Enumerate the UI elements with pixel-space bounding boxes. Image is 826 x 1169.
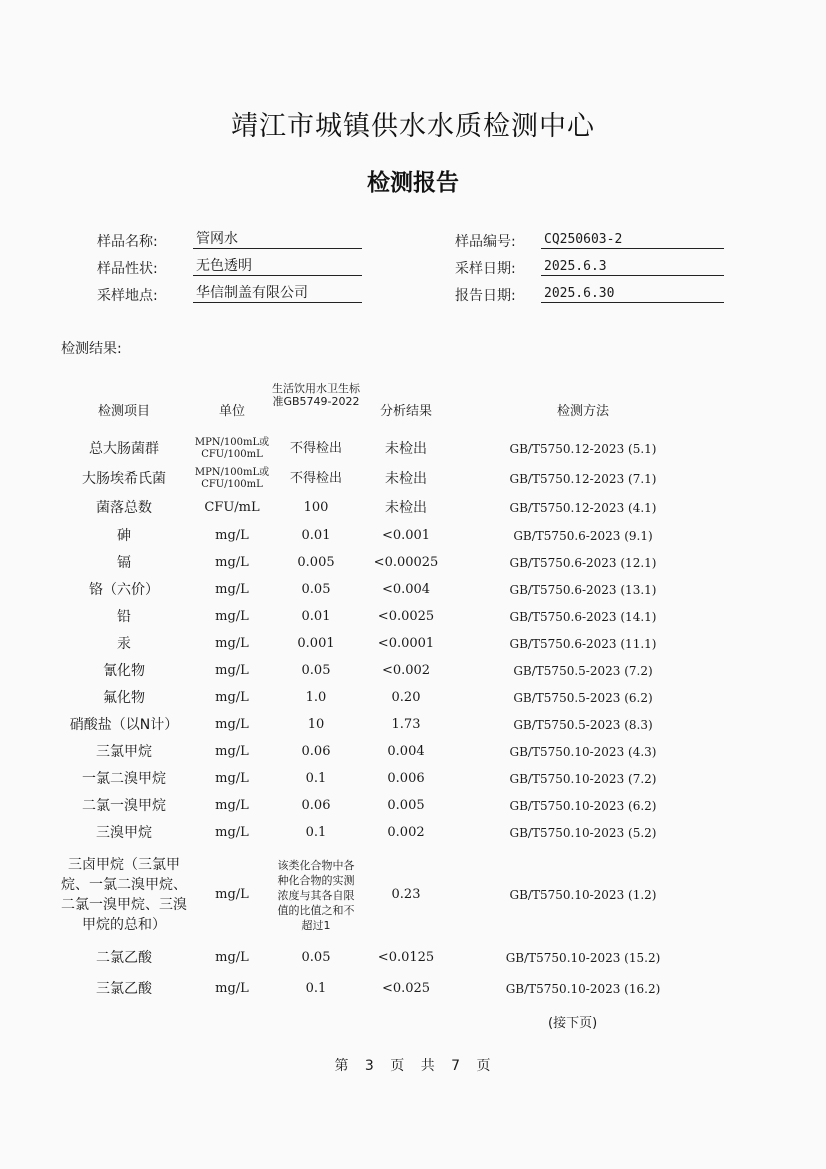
item-name: 氰化物 bbox=[103, 662, 145, 679]
report-date-value: 2025.6.30 bbox=[541, 285, 724, 303]
item-result: 1.73 bbox=[391, 716, 421, 732]
item-unit: mg/L bbox=[215, 887, 249, 902]
item-name: 三卤甲烷（三氯甲烷、一氯二溴甲烷、二氯一溴甲烷、三溴甲烷的总和） bbox=[61, 857, 187, 933]
table-row bbox=[0, 494, 826, 522]
table-row bbox=[0, 522, 826, 549]
item-result: 0.20 bbox=[391, 689, 421, 705]
item-method: GB/T5750.6-2023 (14.1) bbox=[509, 609, 657, 624]
item-result: <0.00025 bbox=[373, 554, 439, 570]
table-row bbox=[0, 603, 826, 630]
sample-no-label: 样品编号: bbox=[455, 234, 516, 250]
table-row bbox=[0, 684, 826, 711]
item-unit: CFU/mL bbox=[204, 500, 260, 515]
item-method: GB/T5750.5-2023 (8.3) bbox=[513, 717, 653, 732]
item-unit: mg/L bbox=[215, 581, 249, 597]
item-standard: 0.05 bbox=[301, 581, 331, 597]
item-standard: 0.001 bbox=[297, 635, 335, 651]
item-result: <0.002 bbox=[381, 662, 431, 678]
item-method: GB/T5750.12-2023 (7.1) bbox=[509, 472, 657, 486]
item-result: <0.0001 bbox=[377, 635, 435, 651]
item-unit: mg/L bbox=[215, 743, 249, 759]
footer-suffix: 页 bbox=[476, 1058, 492, 1074]
table-row bbox=[0, 657, 826, 684]
item-name: 氟化物 bbox=[103, 689, 145, 706]
item-result: <0.0025 bbox=[377, 608, 435, 624]
item-name: 三氯乙酸 bbox=[96, 981, 152, 997]
continued-note: (接下页) bbox=[548, 1016, 598, 1031]
item-unit: mg/L bbox=[215, 824, 249, 840]
page-footer bbox=[0, 1055, 826, 1075]
item-standard: 不得检出 bbox=[289, 471, 342, 486]
sampling-date-label: 采样日期: bbox=[455, 261, 516, 277]
item-unit: mg/L bbox=[215, 689, 249, 705]
item-result: 未检出 bbox=[385, 471, 427, 487]
table-row bbox=[0, 711, 826, 738]
item-result: 0.002 bbox=[387, 824, 425, 840]
item-name: 镉 bbox=[117, 554, 131, 571]
table-row bbox=[0, 819, 826, 846]
table-row bbox=[0, 434, 826, 464]
item-unit: MPN/100mL或CFU/100mL bbox=[194, 437, 270, 460]
item-name: 硝酸盐（以N计） bbox=[69, 716, 179, 733]
item-standard: 10 bbox=[307, 716, 325, 732]
table-row bbox=[0, 975, 826, 1003]
sampling-site-label: 采样地点: bbox=[97, 288, 158, 304]
item-method: GB/T5750.12-2023 (4.1) bbox=[509, 501, 657, 515]
footer-middle1: 页 bbox=[390, 1058, 406, 1074]
table-row bbox=[0, 549, 826, 576]
sample-no-value: CQ250603-2 bbox=[541, 231, 724, 249]
report-date-label: 报告日期: bbox=[455, 288, 516, 304]
item-result: <0.025 bbox=[381, 981, 431, 996]
item-unit: mg/L bbox=[215, 662, 249, 678]
item-method: GB/T5750.6-2023 (13.1) bbox=[509, 582, 657, 597]
footer-prefix: 第 bbox=[334, 1058, 350, 1074]
footer-page-number: 3 bbox=[364, 1058, 375, 1074]
sample-name-label: 样品名称: bbox=[97, 234, 158, 250]
item-standard: 100 bbox=[303, 500, 329, 515]
item-standard: 0.06 bbox=[301, 743, 331, 759]
item-method: GB/T5750.6-2023 (11.1) bbox=[509, 636, 657, 651]
item-name: 菌落总数 bbox=[96, 500, 152, 516]
item-result: 未检出 bbox=[385, 441, 427, 457]
item-unit: mg/L bbox=[215, 527, 249, 543]
footer-total-pages: 7 bbox=[451, 1058, 462, 1074]
item-name: 二氯乙酸 bbox=[96, 950, 152, 966]
table-row bbox=[0, 765, 826, 792]
table-row bbox=[0, 852, 826, 938]
item-standard: 0.05 bbox=[301, 950, 331, 965]
item-result: 0.005 bbox=[387, 797, 425, 813]
column-header-method: 检测方法 bbox=[556, 404, 609, 419]
sampling-date-value: 2025.6.3 bbox=[541, 258, 724, 276]
item-unit: mg/L bbox=[215, 554, 249, 570]
column-header-item: 检测项目 bbox=[97, 404, 150, 419]
item-name: 三溴甲烷 bbox=[96, 824, 152, 841]
item-method: GB/T5750.10-2023 (7.2) bbox=[509, 771, 657, 786]
sample-state-value: 无色透明 bbox=[193, 258, 362, 276]
item-standard: 0.01 bbox=[301, 608, 331, 624]
item-method: GB/T5750.10-2023 (4.3) bbox=[509, 744, 657, 759]
item-standard: 0.01 bbox=[301, 527, 331, 543]
item-result: <0.004 bbox=[381, 581, 431, 597]
item-name: 铅 bbox=[117, 608, 131, 625]
item-standard: 1.0 bbox=[305, 689, 327, 705]
item-name: 汞 bbox=[117, 635, 131, 652]
item-standard: 该类化合物中各种化合物的实测浓度与其各自限值的比值之和不超过1 bbox=[277, 858, 355, 932]
item-unit: MPN/100mL或CFU/100mL bbox=[194, 467, 270, 490]
item-name: 砷 bbox=[117, 527, 131, 544]
results-section-label: 检测结果: bbox=[61, 341, 122, 357]
item-result: 0.23 bbox=[391, 887, 421, 902]
item-name: 二氯一溴甲烷 bbox=[82, 797, 166, 814]
table-row bbox=[0, 576, 826, 603]
item-name: 三氯甲烷 bbox=[96, 743, 152, 760]
table-row bbox=[0, 738, 826, 765]
organization-title: 靖江市城镇供水水质检测中心 bbox=[231, 111, 595, 142]
item-method: GB/T5750.12-2023 (5.1) bbox=[509, 442, 657, 456]
item-unit: mg/L bbox=[215, 950, 249, 965]
item-unit: mg/L bbox=[215, 770, 249, 786]
item-method: GB/T5750.10-2023 (5.2) bbox=[509, 825, 657, 840]
item-result: <0.001 bbox=[381, 527, 431, 543]
table-row bbox=[0, 792, 826, 819]
table-row bbox=[0, 464, 826, 494]
item-method: GB/T5750.10-2023 (6.2) bbox=[509, 798, 657, 813]
item-standard: 0.05 bbox=[301, 662, 331, 678]
sample-name-value: 管网水 bbox=[193, 231, 362, 249]
item-result: <0.0125 bbox=[377, 950, 435, 965]
column-header-result: 分析结果 bbox=[379, 404, 432, 419]
footer-middle2: 共 bbox=[420, 1058, 436, 1074]
item-method: GB/T5750.6-2023 (9.1) bbox=[513, 528, 653, 543]
report-title: 检测报告 bbox=[367, 170, 459, 196]
item-name: 总大肠菌群 bbox=[89, 441, 159, 457]
item-standard: 0.005 bbox=[297, 554, 335, 570]
item-name: 铬（六价） bbox=[89, 581, 159, 598]
item-name: 一氯二溴甲烷 bbox=[82, 770, 166, 787]
item-result: 0.006 bbox=[387, 770, 425, 786]
column-header-unit: 单位 bbox=[218, 404, 245, 419]
item-unit: mg/L bbox=[215, 635, 249, 651]
item-result: 未检出 bbox=[385, 500, 427, 516]
item-method: GB/T5750.10-2023 (16.2) bbox=[505, 982, 661, 996]
item-result: 0.004 bbox=[387, 743, 425, 759]
item-standard: 不得检出 bbox=[289, 441, 342, 456]
item-name: 大肠埃希氏菌 bbox=[82, 471, 166, 487]
table-row bbox=[0, 944, 826, 972]
item-standard: 0.1 bbox=[305, 770, 327, 786]
table-row bbox=[0, 630, 826, 657]
sample-state-label: 样品性状: bbox=[97, 261, 158, 277]
item-method: GB/T5750.10-2023 (1.2) bbox=[509, 888, 657, 902]
sampling-site-value: 华信制盖有限公司 bbox=[193, 285, 362, 303]
item-unit: mg/L bbox=[215, 716, 249, 732]
item-method: GB/T5750.10-2023 (15.2) bbox=[505, 951, 661, 965]
item-standard: 0.06 bbox=[301, 797, 331, 813]
item-unit: mg/L bbox=[215, 608, 249, 624]
item-unit: mg/L bbox=[215, 981, 249, 996]
item-standard: 0.1 bbox=[305, 824, 327, 840]
item-standard: 0.1 bbox=[305, 981, 327, 996]
item-method: GB/T5750.5-2023 (7.2) bbox=[513, 663, 653, 678]
item-unit: mg/L bbox=[215, 797, 249, 813]
item-method: GB/T5750.5-2023 (6.2) bbox=[513, 690, 653, 705]
column-header-standard: 生活饮用水卫生标准GB5749-2022 bbox=[272, 382, 360, 408]
item-method: GB/T5750.6-2023 (12.1) bbox=[509, 555, 657, 570]
